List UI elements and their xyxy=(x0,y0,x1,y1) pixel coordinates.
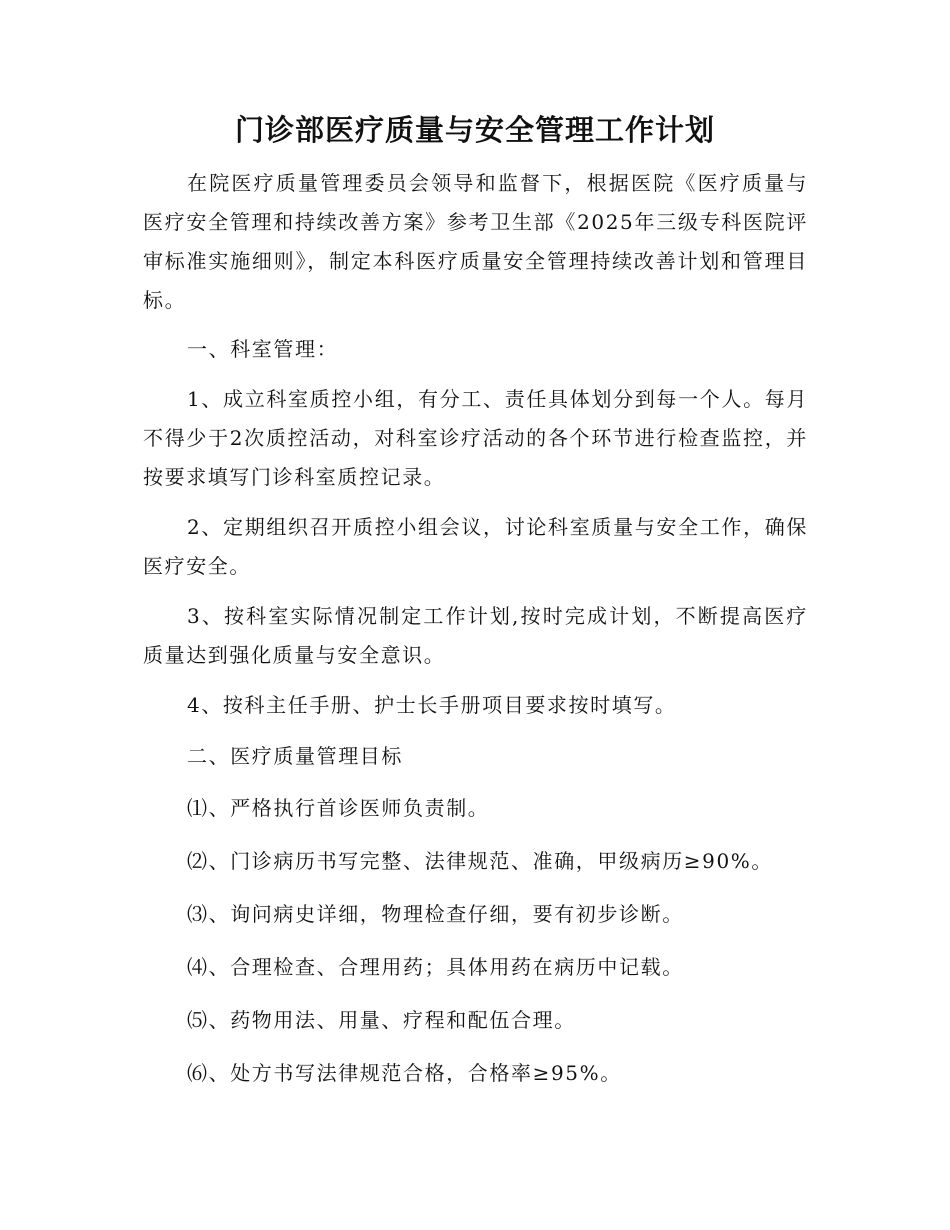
section2-item-6: ⑹、处方书写法律规范合格，合格率≥95%。 xyxy=(187,1061,622,1085)
section1-item-4: 4、按科主任手册、护士长手册项目要求按时填写。 xyxy=(187,693,677,717)
intro-paragraph: 在院医疗质量管理委员会领导和监督下，根据医院《医疗质量与医疗安全管理和持续改善方案》参考卫生部《2025年三级专科医院评审标准实施细则》，制定本科医疗质量安全管理持续改善计划和管理目标。 xyxy=(143,171,808,312)
section1-item-2: 2、定期组织召开质控小组会议，讨论科室质量与安全工作，确保医疗安全。 xyxy=(143,515,808,578)
section2-item-3: ⑶、询问病史详细，物理检查仔细，要有初步诊断。 xyxy=(187,902,684,926)
section-heading-quality-goals: 二、医疗质量管理目标 xyxy=(187,744,403,768)
section2-item-1: ⑴、严格执行首诊医师负责制。 xyxy=(187,796,490,820)
section2-item-5: ⑸、药物用法、用量、疗程和配伍合理。 xyxy=(187,1008,576,1032)
section2-item-4: ⑷、合理检查、合理用药；具体用药在病历中记载。 xyxy=(187,955,684,979)
section1-item-1: 1、成立科室质控小组，有分工、责任具体划分到每一个人。每月不得少于2次质控活动，对科室诊疗活动的各个环节进行检查监控，并按要求填写门诊科室质控记录。 xyxy=(143,387,808,489)
document-title: 门诊部医疗质量与安全管理工作计划 xyxy=(234,113,715,147)
section1-item-3: 3、按科室实际情况制定工作计划,按时完成计划，不断提高医疗质量达到强化质量与安全意识。 xyxy=(143,604,808,667)
section-heading-department-management: 一、科室管理： xyxy=(187,337,339,361)
section2-item-2: ⑵、门诊病历书写完整、法律规范、准确，甲级病历≥90%。 xyxy=(187,849,774,873)
